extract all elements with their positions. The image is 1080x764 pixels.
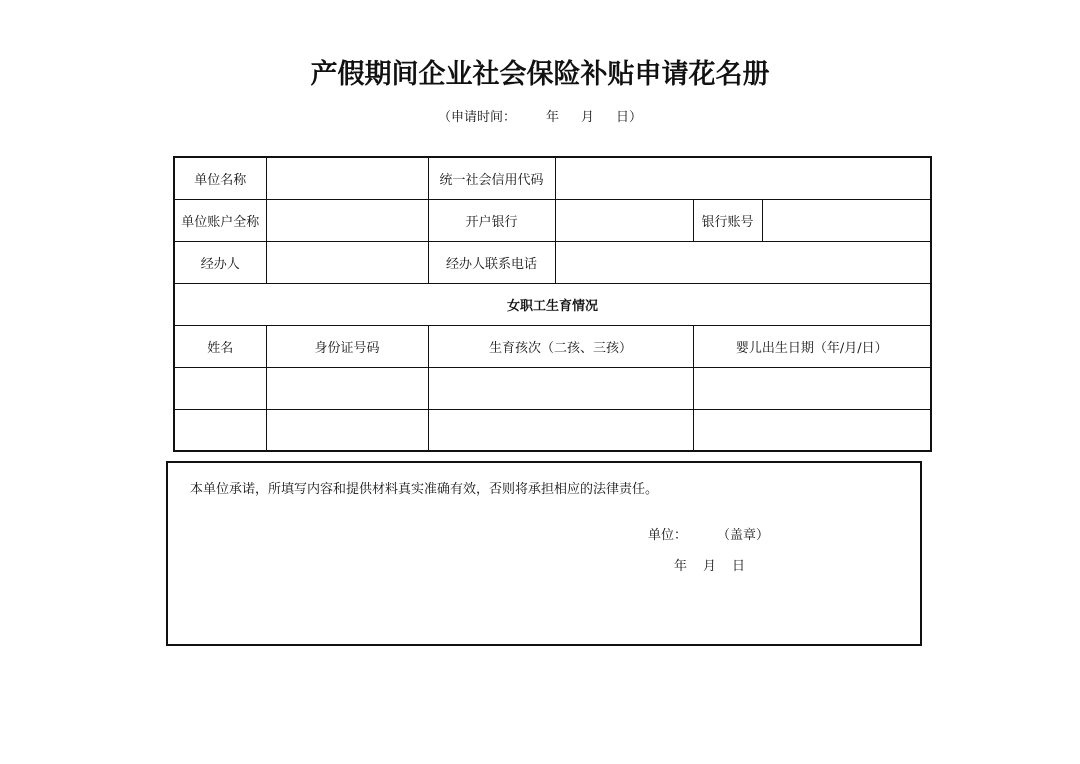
page-title: 产假期间企业社会保险补贴申请花名册 — [310, 59, 770, 90]
section-row — [174, 283, 931, 325]
account-no-label: 银行账号 — [693, 199, 762, 241]
account-name-field[interactable] — [266, 199, 428, 241]
table-row — [174, 409, 931, 451]
credit-code-label: 统一社会信用代码 — [428, 157, 555, 199]
id-number-cell[interactable] — [266, 409, 428, 451]
commitment-text: 本单位承诺，所填写内容和提供材料真实准确有效，否则将承担相应的法律责任。 — [190, 482, 659, 497]
handler-field[interactable] — [266, 241, 428, 283]
name-cell[interactable] — [174, 409, 266, 451]
column-header-row — [174, 325, 931, 367]
column-header-name: 姓名 — [174, 325, 266, 367]
unit-name-label: 单位名称 — [174, 157, 266, 199]
unit-label: 单位： — [648, 528, 688, 543]
form-row-handler — [174, 241, 931, 283]
account-no-field[interactable] — [762, 199, 931, 241]
column-header-birth-order: 生育孩次（二孩、三孩） — [428, 325, 693, 367]
id-number-cell[interactable] — [266, 367, 428, 409]
bank-field[interactable] — [555, 199, 693, 241]
form-row-bank — [174, 199, 931, 241]
column-header-baby-birthdate: 婴儿出生日期（年/月/日） — [693, 325, 931, 367]
date-day: 日 — [616, 110, 630, 125]
form-row-unit — [174, 157, 931, 199]
commitment-box — [166, 461, 922, 646]
sign-month: 月 — [703, 559, 717, 574]
application-form-table — [173, 156, 932, 452]
sign-year: 年 — [674, 559, 688, 574]
account-name-label: 单位账户全称 — [174, 199, 266, 241]
birth-order-cell[interactable] — [428, 409, 693, 451]
baby-birthdate-cell[interactable] — [693, 409, 931, 451]
credit-code-field[interactable] — [555, 157, 931, 199]
date-month: 月 — [580, 110, 594, 125]
name-cell[interactable] — [174, 367, 266, 409]
column-header-id-number: 身份证号码 — [266, 325, 428, 367]
date-year: 年 — [545, 110, 559, 125]
handler-phone-field[interactable] — [555, 241, 931, 283]
unit-seal-line — [648, 524, 769, 543]
handler-phone-label: 经办人联系电话 — [428, 241, 555, 283]
sign-day: 日 — [732, 559, 746, 574]
signature-date — [674, 555, 745, 574]
section-title: 女职工生育情况 — [174, 283, 931, 325]
baby-birthdate-cell[interactable] — [693, 367, 931, 409]
application-date-line — [0, 106, 1080, 125]
bank-label: 开户银行 — [428, 199, 555, 241]
date-open: （申请时间： — [437, 110, 516, 125]
date-close: ） — [629, 110, 643, 125]
table-row — [174, 367, 931, 409]
unit-name-field[interactable] — [266, 157, 428, 199]
seal-label: （盖章） — [717, 528, 770, 543]
handler-label: 经办人 — [174, 241, 266, 283]
birth-order-cell[interactable] — [428, 367, 693, 409]
